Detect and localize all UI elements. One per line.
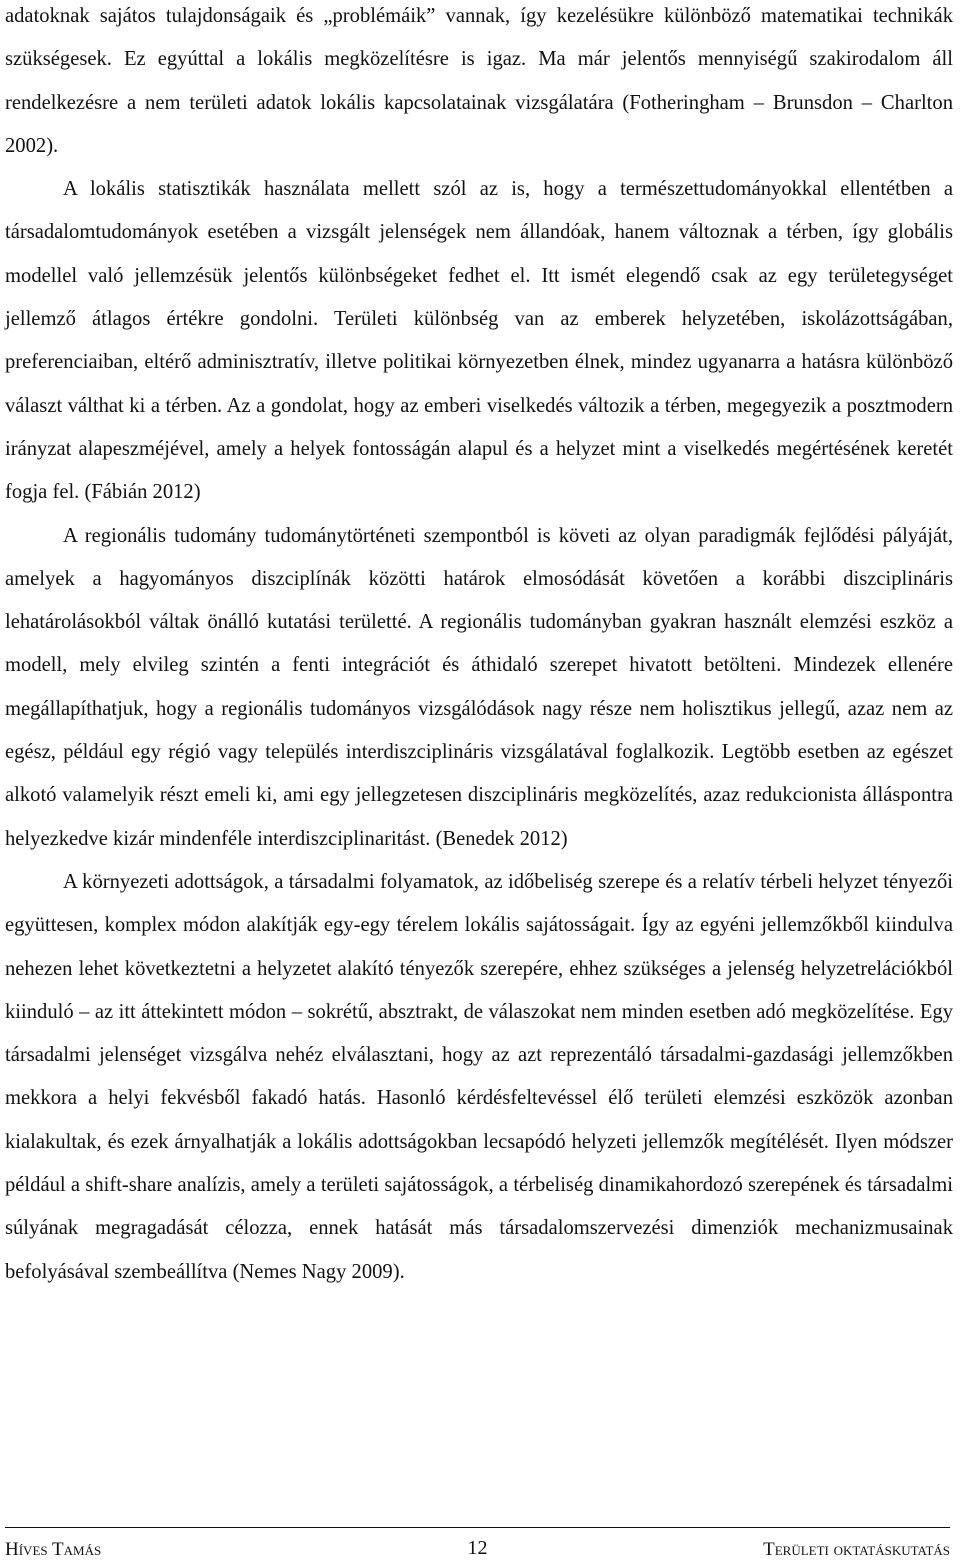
paragraph-local-statistics: A lokális statisztikák használata mellett szól az is, hogy a természettudományokkal ellentétben a társadalomtudományok esetében a vizsgált jelenségek nem állandóak, hanem változnak a térben, így globális modellel való jellemzésük jelentős különbségeket fedhet el. Itt ismét elegendő csak az egy területegységet jellemző átlagos értékre gondolni. Területi különbség van az emberek helyzetében, iskolázottságában, preferenciaiban, eltérő adminisztratív, illetve politikai környezetben élnek, mindez ugyanarra a hatásra különböző választ válthat ki a térben. Az a gondolat, hogy az emberi viselkedés változik a térben, megegyezik a posztmodern irányzat alapeszméjével, amely a helyek fontosságán alapul és a helyzet mint a viselkedés megértésének keretét fogja fel. (Fábián 2012) <box>5 178 953 504</box>
document-body <box>5 0 953 1294</box>
page-footer <box>5 1527 950 1561</box>
footer-page-number: 12 <box>467 1537 488 1559</box>
paragraph-regional-science: A regionális tudomány tudománytörténeti szempontból is követi az olyan paradigmák fejlődési pályáját, amelyek a hagyományos diszciplínák közötti határok elmosódását követően a korábbi diszciplináris lehatárolásokból váltak önálló kutatási területté. A regionális tudományban gyakran használt elemzési eszköz a modell, mely elvileg szintén a fenti integrációt és áthidaló szerepet hivatott betölteni. Mindezek ellenére megállapíthatjuk, hogy a regionális tudományos vizsgálódások nagy része nem holisztikus jellegű, azaz nem az egész, például egy régió vagy település interdiszciplináris vizsgálatával foglalkozik. Legtöbb esetben az egészet alkotó valamelyik részt emeli ki, ami egy jellegzetesen diszciplináris megközelítés, azaz redukcionista álláspontra helyezkedve kizár mindenféle interdiszciplinaritást. (Benedek 2012) <box>5 524 953 850</box>
footer-title: Területi oktatáskutatás <box>763 1539 950 1560</box>
paragraph-environmental-factors: A környezeti adottságok, a társadalmi folyamatok, az időbeliség szerepe és a relatív térbeli helyzet tényezői együttesen, komplex módon alakítják egy-egy térelem lokális sajátosságait. Így az egyéni jellemzőkből kiindulva nehezen lehet következtetni a helyzetet alakító tényezők szerepére, ehhez szükséges a jelenség helyzetrelációkból kiinduló – az itt áttekintett módon – sokrétű, absztrakt, de válaszokat nem minden esetben adó megközelítése. Egy társadalmi jelenséget vizsgálva nehéz elválasztani, hogy az azt reprezentáló társadalmi-gazdasági jellemzőkben mekkora a helyi fekvésből fakadó hatás. Hasonló kérdésfeltevéssel élő területi elemzési eszközök azonban kialakultak, és ezek árnyalhatják a lokális adottságokban lecsapódó helyzeti jellemzők megítélését. Ilyen módszer például a shift-share analízis, amely a területi sajátosságok, a térbeliség dinamikahordozó szerepének és társadalmi súlyának megragadását célozza, ennek hatását más társadalomszervezési dimenziók mechanizmusainak befolyásával szembeállítva (Nemes Nagy 2009). <box>5 870 953 1283</box>
paragraph-continued: adatoknak sajátos tulajdonságaik és „problémáik” vannak, így kezelésükre különböző matematikai technikák szükségesek. Ez egyúttal a lokális megközelítésre is igaz. Ma már jelentős mennyiségű szakirodalom áll rendelkezésre a nem területi adatok lokális kapcsolatainak vizsgálatára (Fotheringham – Brunsdon – Charlton 2002). <box>5 5 953 157</box>
footer-author: Híves Tamás <box>5 1539 102 1560</box>
